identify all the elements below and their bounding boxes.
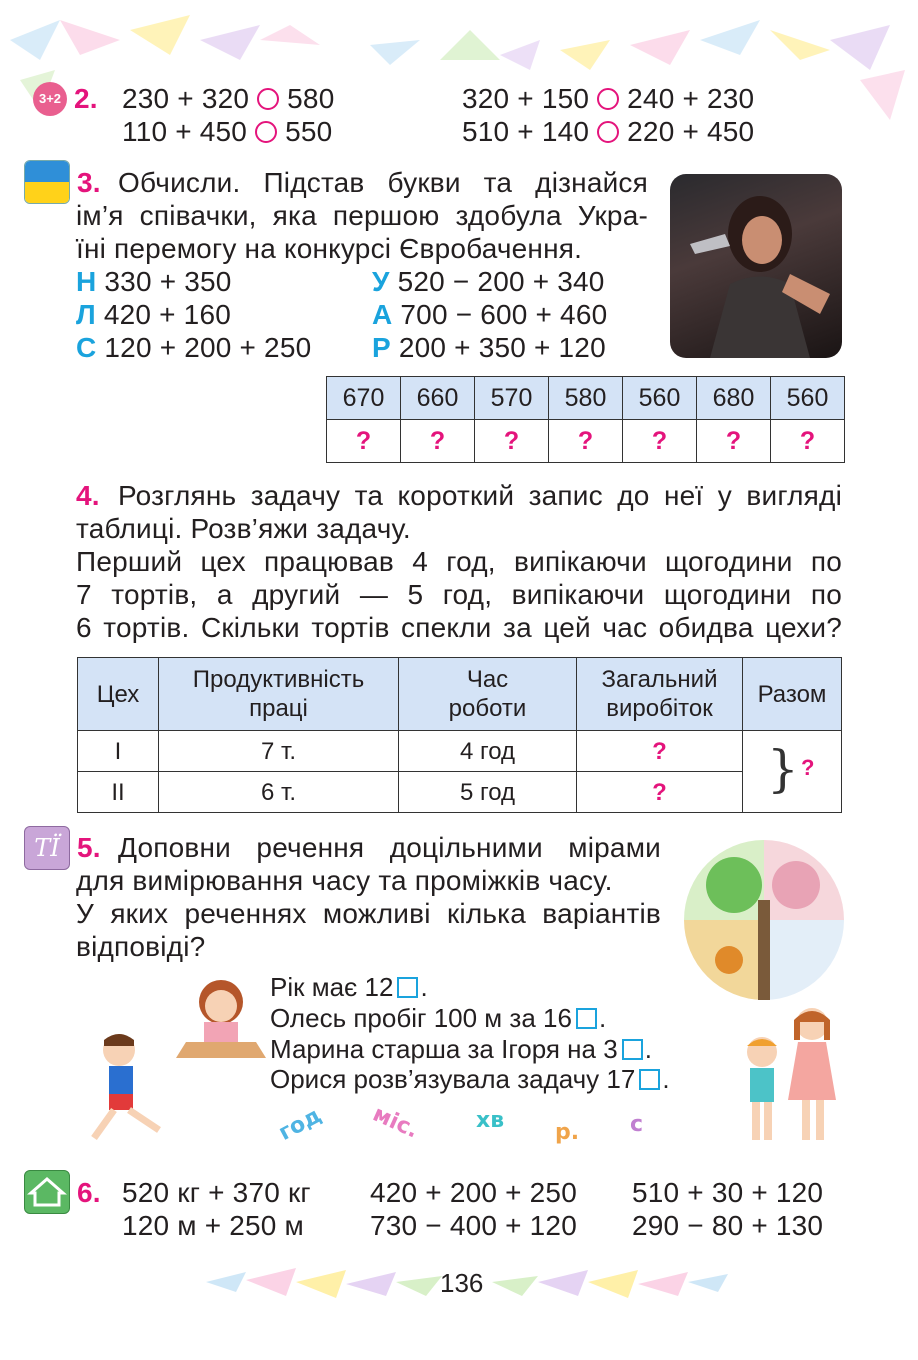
- exercise-3-number: 3.: [77, 167, 101, 198]
- answer-box[interactable]: [397, 977, 418, 998]
- unit-word[interactable]: с: [630, 1112, 644, 1137]
- answer-value: 560: [771, 377, 845, 420]
- expr: 550: [285, 116, 333, 147]
- table-cell-unknown[interactable]: ?: [577, 772, 743, 813]
- letter-blank[interactable]: ?: [697, 420, 771, 463]
- table-header: Разом: [743, 658, 842, 731]
- answer-value: 560: [623, 377, 697, 420]
- compare-circle[interactable]: [597, 88, 619, 110]
- unit-word[interactable]: хв: [476, 1108, 505, 1133]
- sentence: Марина старша за Ігоря на 3 .: [270, 1034, 652, 1064]
- letter-item: Н 330 + 350: [76, 266, 232, 297]
- table-header: Цех: [78, 658, 159, 731]
- answer-value: 570: [475, 377, 549, 420]
- home-icon: [24, 1170, 70, 1214]
- singer-silhouette-icon: [670, 174, 842, 358]
- exercise-2-row-2: [122, 115, 332, 148]
- expr: 320 + 150: [462, 83, 590, 114]
- exercise-3-text-line: Обчисли. Підстав букви та дізнайся: [118, 167, 648, 198]
- answers-table: [326, 376, 845, 463]
- exercise-3-text-line: ім’я співачки, яка першою здобула Укра-: [76, 200, 648, 231]
- compare-circle[interactable]: [257, 88, 279, 110]
- letter-item: С 120 + 200 + 250: [76, 332, 312, 363]
- exercise-2-number: 2.: [74, 83, 98, 114]
- letter-item: Р 200 + 350 + 120: [372, 332, 606, 363]
- expr: 510 + 30 + 120: [632, 1177, 824, 1208]
- exercise-5-text-line: відповіді?: [76, 931, 206, 962]
- page-number: 136: [440, 1268, 484, 1298]
- answer-box[interactable]: [639, 1069, 660, 1090]
- unit-word[interactable]: год: [274, 1103, 326, 1146]
- two-kids-illustration: [732, 1000, 842, 1150]
- table-cell: 5 год: [399, 772, 577, 813]
- letter-blank[interactable]: ?: [771, 420, 845, 463]
- letter-blank[interactable]: ?: [475, 420, 549, 463]
- expr: 290 − 80 + 130: [632, 1210, 824, 1241]
- unit-word[interactable]: міс.: [368, 1101, 422, 1144]
- exercise-4-text-line: таблиці. Розв’яжи задачу.: [76, 513, 411, 544]
- expr: 120 м + 250 м: [122, 1210, 305, 1241]
- exercise-3-text-line: їні перемогу на конкурсі Євробачення.: [76, 233, 583, 264]
- compare-circle[interactable]: [597, 121, 619, 143]
- sum-cell: [743, 731, 842, 813]
- exercise-4-number: 4.: [76, 480, 100, 511]
- ukraine-flag-icon: [24, 160, 70, 204]
- expr: 520 кг + 370 кг: [122, 1177, 311, 1208]
- compare-circle[interactable]: [255, 121, 277, 143]
- answer-value: 580: [549, 377, 623, 420]
- house-glyph-icon: [25, 1171, 69, 1213]
- table-header: Продуктивність праці: [159, 658, 399, 731]
- exercise-4-text-line: Перший цех працював 4 год, випікаючи щогодини по: [76, 546, 842, 577]
- exercise-5-text-line: У яких реченнях можливі кілька варіантів: [76, 898, 661, 929]
- unit-word[interactable]: р.: [555, 1120, 580, 1145]
- table-cell: 4 год: [399, 731, 577, 772]
- mental-math-icon: 3+2: [33, 82, 67, 116]
- letter-blank[interactable]: ?: [327, 420, 401, 463]
- exercise-2-row-2b: [462, 115, 754, 148]
- letter-blank[interactable]: ?: [549, 420, 623, 463]
- sentence: Орися розв’язувала задачу 17 .: [270, 1064, 670, 1094]
- letter-item: А 700 − 600 + 460: [372, 299, 608, 330]
- pair-work-icon: ТЇ: [24, 826, 70, 870]
- sum-unknown[interactable]: ?: [801, 755, 815, 780]
- letter-blank[interactable]: ?: [401, 420, 475, 463]
- answer-value: 660: [401, 377, 475, 420]
- exercise-5-text-line: для вимірювання часу та проміжків часу.: [76, 865, 613, 896]
- footer-decoration-left: [206, 1262, 446, 1302]
- expr: 510 + 140: [462, 116, 590, 147]
- girl-at-desk-illustration: [176, 972, 266, 1062]
- answer-value: 670: [327, 377, 401, 420]
- expr: 580: [287, 83, 335, 114]
- table-header: Загальний виробіток: [577, 658, 743, 731]
- table-cell-unknown[interactable]: ?: [577, 731, 743, 772]
- table-cell: I: [78, 731, 159, 772]
- footer-decoration-right: [492, 1262, 732, 1302]
- brace-icon: }: [767, 740, 799, 798]
- singer-photo: [670, 174, 842, 358]
- exercise-5-number: 5.: [77, 832, 101, 863]
- running-boy-illustration: [74, 1030, 174, 1150]
- table-cell: 6 т.: [159, 772, 399, 813]
- answer-box[interactable]: [576, 1008, 597, 1029]
- letter-blank[interactable]: ?: [623, 420, 697, 463]
- table-cell: 7 т.: [159, 731, 399, 772]
- expr: 110 + 450: [122, 116, 248, 147]
- exercise-4-text-line: Розглянь задачу та короткий запис до неї у вигляді: [118, 480, 842, 511]
- exercise-4-text-line: 7 тортів, а другий — 5 год, випікаючи щогодини по: [76, 579, 842, 610]
- exercise-6-number: 6.: [77, 1177, 101, 1208]
- answer-value: 680: [697, 377, 771, 420]
- task-table: [77, 657, 842, 813]
- exercise-4-text-line: 6 тортів. Скільки тортів спекли за цей час обидва цехи?: [76, 612, 842, 643]
- expr: 240 + 230: [627, 83, 755, 114]
- expr: 730 − 400 + 120: [370, 1210, 577, 1241]
- exercise-2-row-1b: [462, 82, 754, 115]
- exercise-5-text-line: Доповни речення доцільними мірами: [118, 832, 661, 863]
- letter-item: Л 420 + 160: [76, 299, 231, 330]
- expr: 420 + 200 + 250: [370, 1177, 577, 1208]
- expr: 230 + 320: [122, 83, 250, 114]
- seasons-circle-image: [684, 840, 844, 1000]
- table-cell: II: [78, 772, 159, 813]
- letter-item: У 520 − 200 + 340: [372, 266, 605, 297]
- expr: 220 + 450: [627, 116, 755, 147]
- sentence: Рік має 12 .: [270, 972, 428, 1002]
- answer-box[interactable]: [622, 1039, 643, 1060]
- table-header: Час роботи: [399, 658, 577, 731]
- sentence: Олесь пробіг 100 м за 16 .: [270, 1003, 607, 1033]
